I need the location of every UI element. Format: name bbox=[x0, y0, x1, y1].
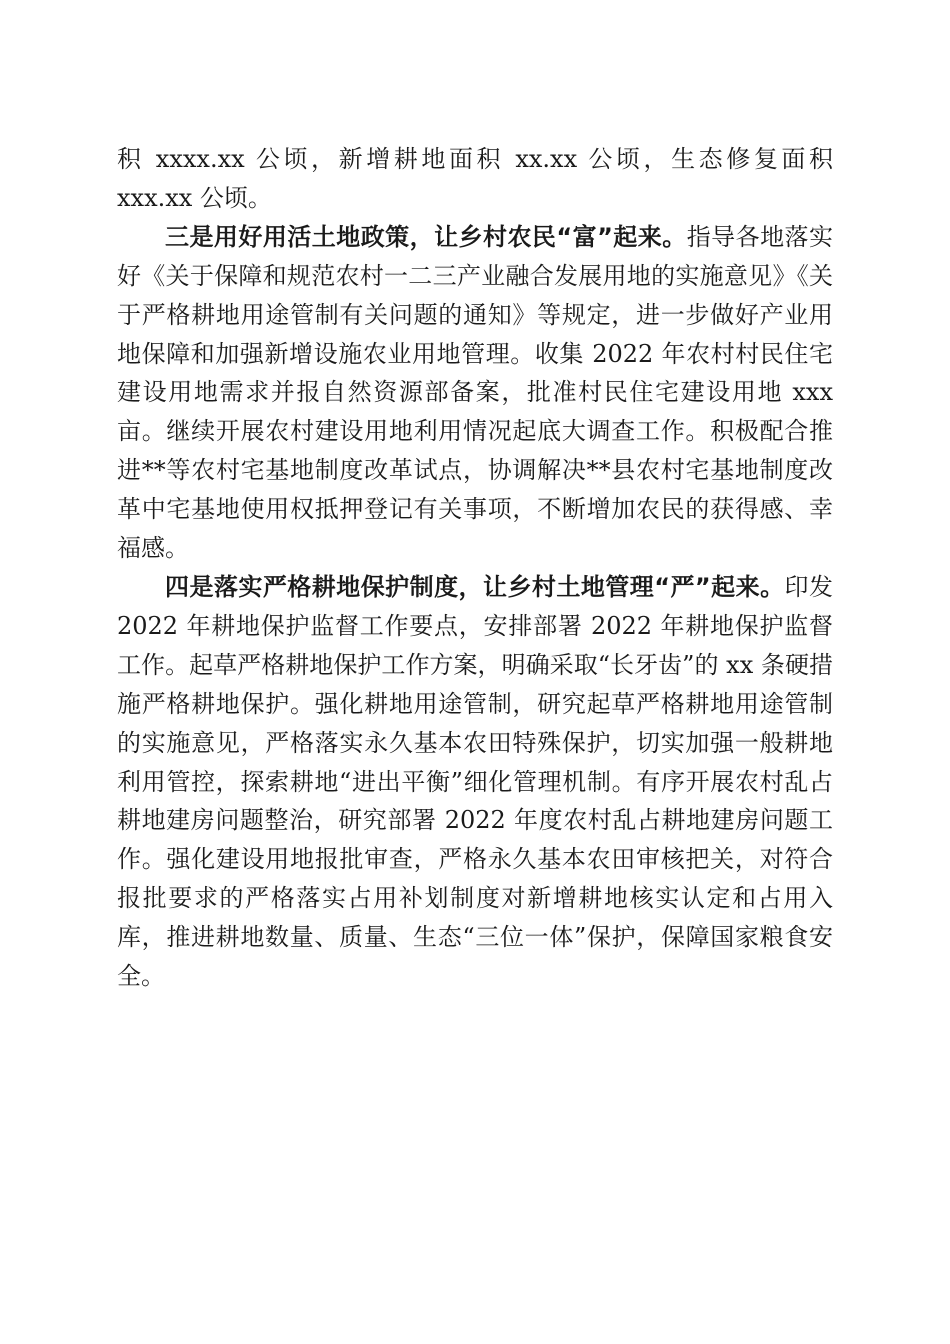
paragraph-text: 印发 2022 年耕地保护监督工作要点，安排部署 2022 年耕地保护监督工作。起草严格耕地保护工作方案，明确采取“长牙齿”的 xx 条硬措施严格耕地保护。强化耕地用途管制，研究起草严格耕地用途管制的实施意见，严格落实永久基本农田特殊保护，切实加强一般耕地利用管控，探索耕地“进出平衡”细化管理机制。有序开展农村乱占耕地建房问题整治，研究部署 2022 年度农村乱占耕地建房问题工作。强化建设用地报批审查，严格永久基本农田审核把关，对符合报批要求的严格落实占用补划制度对新增耕地核实认定和占用入库，推进耕地数量、质量、生态“三位一体”保护，保障国家粮食安全。 bbox=[117, 572, 834, 991]
paragraph-farmland-protection bbox=[117, 568, 833, 996]
paragraph-land-policy bbox=[117, 218, 833, 568]
document-body bbox=[117, 140, 833, 996]
paragraph-continuation bbox=[117, 140, 833, 218]
paragraph-lead-heading: 三是用好用活土地政策，让乡村农民“富”起来。 bbox=[165, 222, 687, 251]
paragraph-lead-heading: 四是落实严格耕地保护制度，让乡村土地管理“严”起来。 bbox=[165, 572, 785, 601]
paragraph-text: 积 xxxx.xx 公顷，新增耕地面积 xx.xx 公顷，生态修复面积 xxx.xx 公顷。 bbox=[117, 145, 833, 212]
paragraph-text: 指导各地落实好《关于保障和规范农村一二三产业融合发展用地的实施意见》《关于严格耕地用途管制有关问题的通知》等规定，进一步做好产业用地保障和加强新增设施农业用地管理。收集 2022 年农村村民住宅建设用地需求并报自然资源部备案，批准村民住宅建设用地 xxx 亩。继续开展农村建设用地利用情况起底大调查工作。积极配合推进**等农村宅基地制度改革试点，协调解决**县农村宅基地制度改革中宅基地使用权抵押登记有关事项，不断增加农民的获得感、幸福感。 bbox=[117, 222, 834, 563]
